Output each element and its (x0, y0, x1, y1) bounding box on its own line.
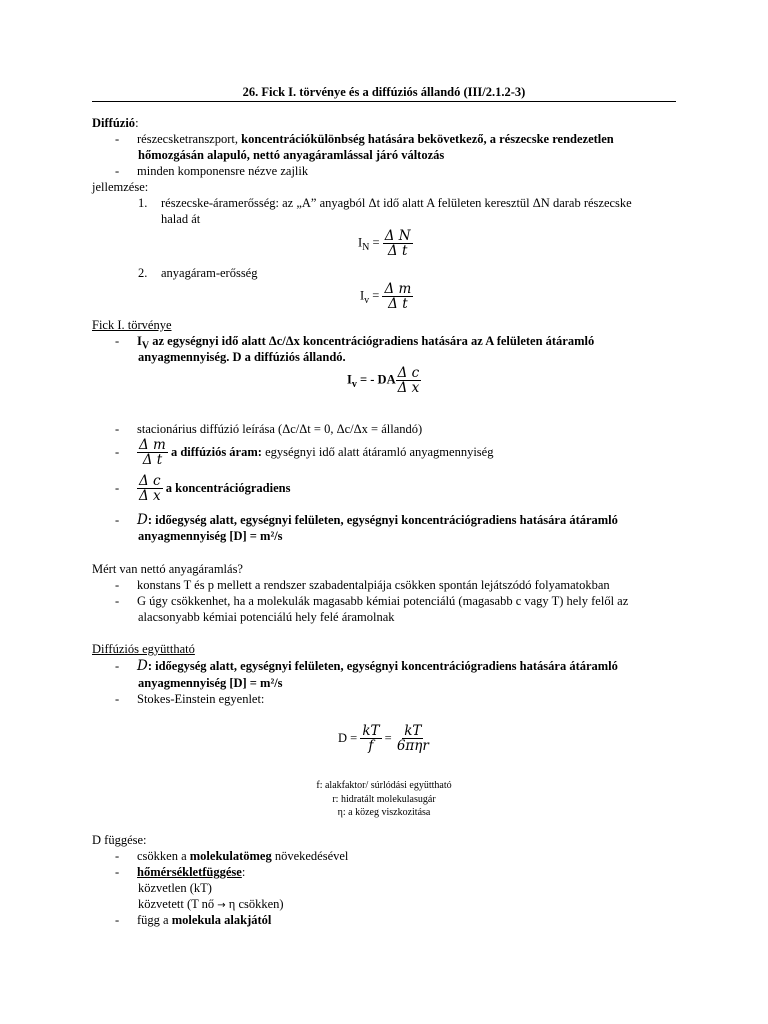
fick-bullet-5-cont: anyagmennyiség [D] = m²/s (138, 529, 283, 543)
fick-heading: Fick I. törvénye (92, 318, 172, 332)
fuggese-bullet-1: - csökken a molekulatömeg növekedésével (115, 849, 349, 863)
fuggese-label: D függése: (92, 833, 147, 847)
egyutthato-bullet-1: - D: időegység alatt, egységnyi felületen, egységnyi koncentrációgradiens hatására átáramló (115, 658, 618, 674)
diffuzio-bullet-1-cont: hőmozgásán alapuló, nettó anyagáramlással járó változás (138, 148, 445, 162)
netto-question: Mért van nettó anyagáramlás? (92, 562, 243, 576)
formula-particle-current: $I_N$ = $\frac{\text{Δ N}}{\text{Δ t}}$ (358, 228, 411, 260)
diffuzio-bullet-2: - minden komponensre nézve zajlik (115, 164, 309, 178)
fuggese-bullet-2: - hőmérsékletfüggése: (115, 865, 246, 879)
fuggese-bullet-3: - függ a molekula alakjától (115, 913, 272, 927)
note-f: f: alakfaktor/ súrlódási együttható (316, 780, 452, 791)
fick-bullet-1-cont: anyagmennyiség. D a diffúziós állandó. (138, 350, 346, 364)
jellemzese-item-2: 2. anyagáram-erősség (138, 266, 258, 280)
netto-bullet-2-cont: alacsonyabb kémiai potenciálú hely felé áramolnak (138, 610, 395, 624)
fick-bullet-3: - $\frac{\text{Δ m}}{\text{Δ t}}$ a diffúziós áram: egységnyi idő alatt átáramló anyagmennyiség (115, 437, 494, 469)
jellemzese-label: jellemzése: (92, 180, 149, 194)
fick-bullet-4: - $\frac{\text{Δ c}}{\text{Δ x}}$ a koncentrációgradiens (115, 473, 291, 505)
fick-bullet-2: - stacionárius diffúzió leírása (Δc/Δt = 0, Δc/Δx = állandó) (115, 422, 423, 436)
fuggese-sub-direct: közvetlen (kT) (138, 881, 212, 895)
egyutthato-bullet-2: - Stokes-Einstein egyenlet: (115, 692, 265, 706)
jellemzese-item-1: 1. részecske-áramerősség: az „A” anyagból Δt idő alatt A felületen keresztül ΔN darab részecske (138, 196, 632, 210)
formula-stokes-einstein: D = $\frac{kT}{f}$ = $\frac{kT}{\text{6πηr}}$ (338, 723, 429, 755)
fuggese-sub-indirect: közvetett (T nő → η csökken) (138, 897, 284, 911)
fick-bullet-1: - $I_V$ az egységnyi idő alatt Δc/Δx koncentrációgradiens hatására az A felületen átáramló (115, 334, 595, 352)
diffuzio-bullet-1: - részecsketranszport, koncentrációkülönbség hatására bekövetkező, a részecske rendezetlen (115, 132, 614, 146)
netto-bullet-2: - G úgy csökkenhet, ha a molekulák magasabb kémiai potenciálú (magasabb c vagy T) hely felől az (115, 594, 629, 608)
fick-bullet-5: - D: időegység alatt, egységnyi felületen, egységnyi koncentrációgradiens hatására átáramló (115, 512, 618, 528)
page-title: 26. Fick I. törvénye és a diffúziós állandó (III/2.1.2-3) (242, 85, 526, 99)
egyutthato-bullet-1-cont: anyagmennyiség [D] = m²/s (138, 676, 283, 690)
egyutthato-heading: Diffúziós együttható (92, 642, 195, 656)
formula-fick-law: $I_v$ = - DA $\frac{\text{Δ c}}{\text{Δ x}}$ (347, 365, 420, 397)
title-rule (92, 101, 676, 102)
arrow-right-icon: → (217, 900, 226, 911)
diffuzio-heading: Diffúzió: (92, 116, 139, 130)
note-r: r: hidratált molekulasugár (332, 794, 436, 805)
jellemzese-item-1-cont: halad át (161, 212, 201, 226)
formula-mass-current: $I_v$ = $\frac{\text{Δ m}}{\text{Δ t}}$ (360, 281, 412, 313)
note-eta: η: a közeg viszkozitása (337, 807, 431, 818)
netto-bullet-1: - konstans T és p mellett a rendszer szabadentalpiája csökken spontán lejátszódó folyamatokban (115, 578, 610, 592)
